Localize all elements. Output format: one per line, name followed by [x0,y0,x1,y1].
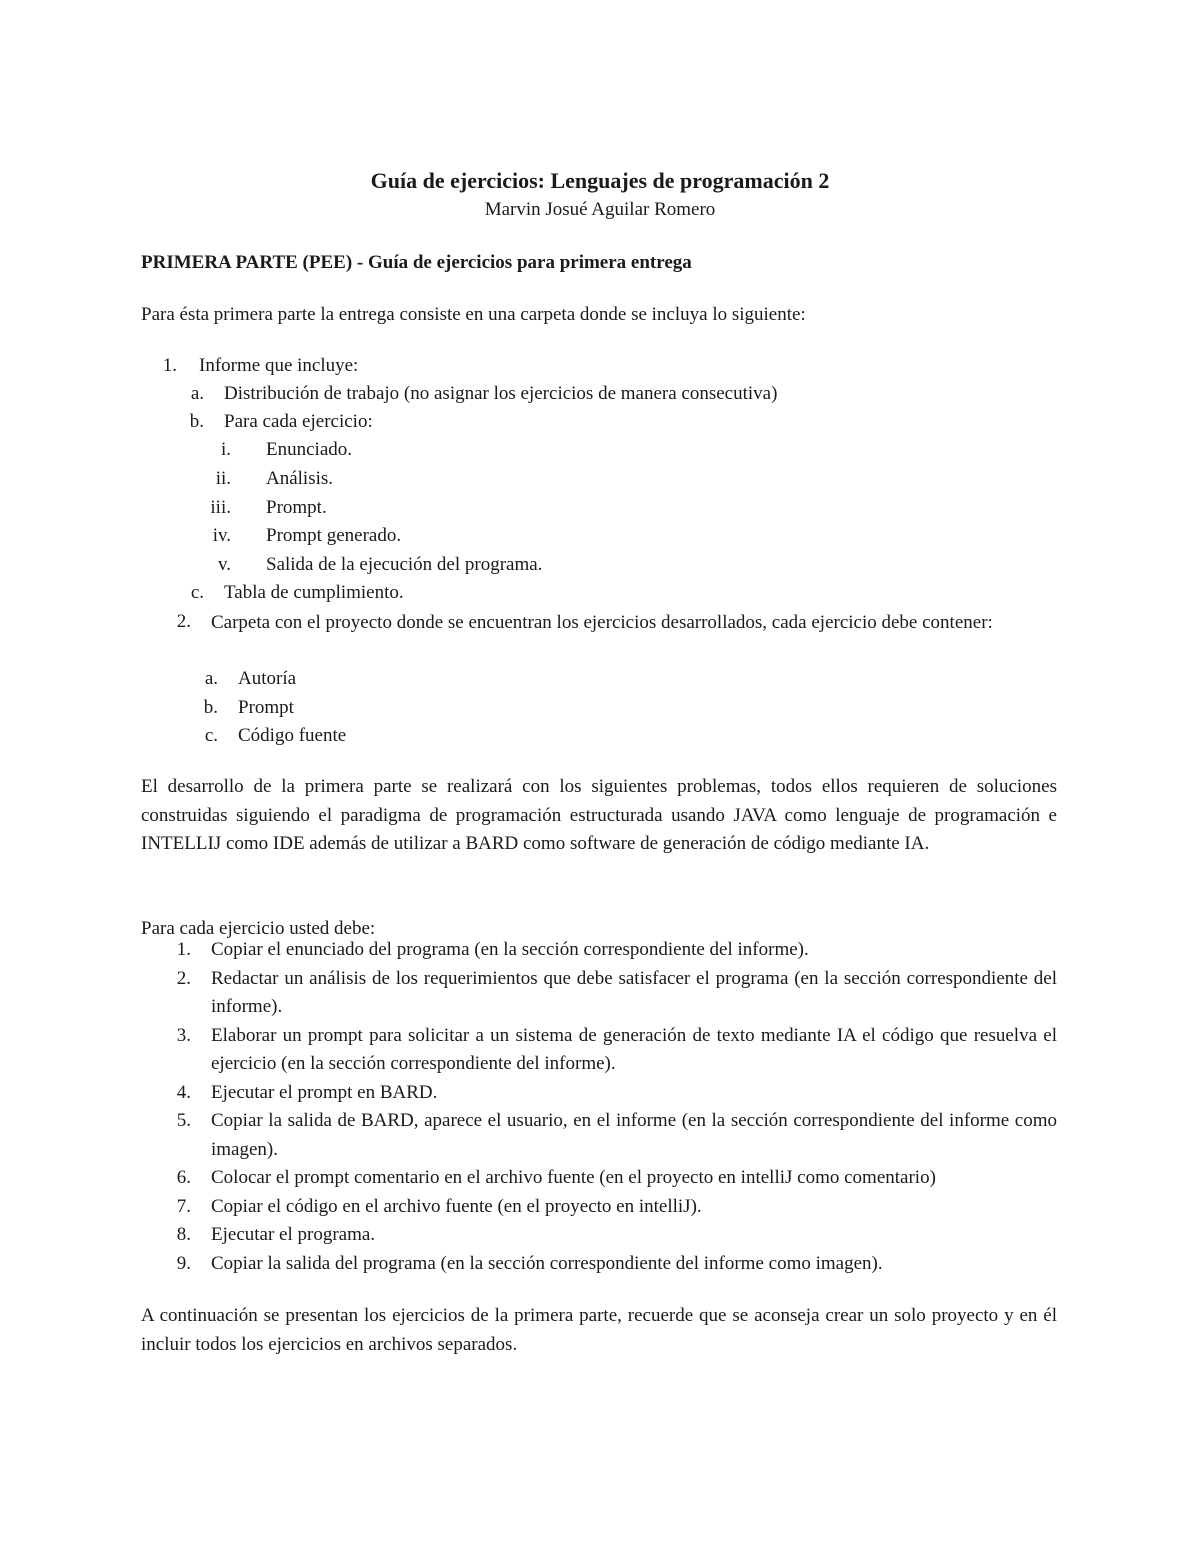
list-item-text: Prompt generado. [266,525,402,546]
list-marker: 6. [176,1167,191,1188]
list-marker: 2. [176,967,191,989]
list-item-text: Copiar el código en el archivo fuente (en el proyecto en intelliJ). [211,1195,702,1217]
list-item [141,551,542,579]
list-item [141,694,294,722]
list-item-text: Informe que incluye: [199,355,359,376]
list-item-text: Copiar la salida del programa (en la sección correspondiente del informe como imagen). [211,1252,883,1274]
list-marker: 8. [176,1224,191,1245]
list-item-text: Colocar el prompt comentario en el archivo fuente (en el proyecto en intelliJ como comentario) [211,1167,936,1188]
list-item [141,1164,1057,1193]
list-item [141,352,358,380]
list-item-text: Ejecutar el prompt en BARD. [211,1081,438,1103]
list-item [141,1022,1057,1079]
list-marker: a. [190,383,204,404]
list-item [141,579,404,607]
body-paragraph: El desarrollo de la primera parte se realizará con los siguientes problemas, todos ellos requieren de soluciones construidas siguiendo el paradigma de programación estructurada usando JAVA como lenguaje de programación e INTELLIJ como IDE además de utilizar a BARD como software de generación de código mediante IA. [141,776,1057,854]
list-marker: a. [204,668,218,689]
list-item [141,380,777,408]
list-item-text: Copiar el enunciado del programa (en la sección correspondiente del informe). [211,939,809,960]
list-item-text: Copiar la salida de BARD, aparece el usuario, en el informe (en la sección correspondiente del informe como imagen). [211,1110,1057,1160]
list-item-text: Carpeta con el proyecto donde se encuentran los ejercicios desarrollados, cada ejercicio debe contener: [211,612,993,633]
list-item [141,1250,1057,1279]
document-author: Marvin Josué Aguilar Romero [484,199,716,220]
list-item-text: Ejecutar el programa. [211,1224,376,1245]
list-item-text: Salida de la ejecución del programa. [266,554,543,575]
list-marker: 7. [176,1195,191,1217]
list-item [141,1079,1057,1108]
list-marker: i. [220,439,231,460]
list-marker: 1. [162,355,177,376]
list-item-text: Elaborar un prompt para solicitar a un sistema de generación de texto mediante IA el código que resuelva el ejercicio (en la sección correspondiente del informe). [211,1024,1057,1074]
list-marker: b. [189,411,204,432]
list-item [141,665,296,693]
list-marker: 5. [176,1110,191,1131]
list-marker: 2. [176,611,191,632]
list-marker: 1. [176,939,191,960]
list-item [141,608,1057,637]
list-item-text: Autoría [238,668,297,689]
list-item [141,436,352,464]
list-item [141,494,327,522]
list-item [141,936,1057,965]
section-heading: PRIMERA PARTE (PEE) - Guía de ejercicios para primera entrega [141,252,692,273]
list-item-text: Prompt [238,697,294,718]
intro-paragraph: Para ésta primera parte la entrega consiste en una carpeta donde se incluya lo siguiente: [141,304,806,325]
list-item [141,965,1057,1022]
list-item-text: Tabla de cumplimiento. [224,582,404,603]
list-marker: ii. [215,468,231,489]
steps-intro: Para cada ejercicio usted debe: [141,918,376,939]
list-item [141,522,401,550]
list-item [141,722,346,750]
list-marker: iii. [210,497,231,518]
list-marker: iv. [212,525,231,546]
list-marker: 4. [176,1081,191,1103]
list-item-text: Para cada ejercicio: [224,411,373,432]
list-item [141,408,373,436]
list-marker: v. [217,554,231,575]
list-item-text: Prompt. [266,497,327,518]
list-marker: c. [204,725,218,746]
list-marker: b. [203,697,218,718]
closing-paragraph: A continuación se presentan los ejercicios de la primera parte, recuerde que se aconseja crear un solo proyecto y en él incluir todos los ejercicios en archivos separados. [141,1305,1057,1355]
list-marker: 3. [176,1024,191,1046]
list-marker: c. [190,582,204,603]
list-item-text: Análisis. [266,468,334,489]
list-item [141,1193,1057,1222]
list-marker: 9. [176,1252,191,1274]
list-item [141,465,333,493]
list-item-text: Enunciado. [266,439,353,460]
list-item-text: Distribución de trabajo (no asignar los ejercicios de manera consecutiva) [224,383,778,404]
steps-list [141,936,1057,1278]
document-title: Guía de ejercicios: Lenguajes de programación 2 [370,168,830,193]
list-item-text: Redactar un análisis de los requerimientos que debe satisfacer el programa (en la sección correspondiente del informe). [211,967,1057,1017]
list-item [141,1221,1057,1250]
list-item [141,1107,1057,1164]
list-item-text: Código fuente [238,725,347,746]
